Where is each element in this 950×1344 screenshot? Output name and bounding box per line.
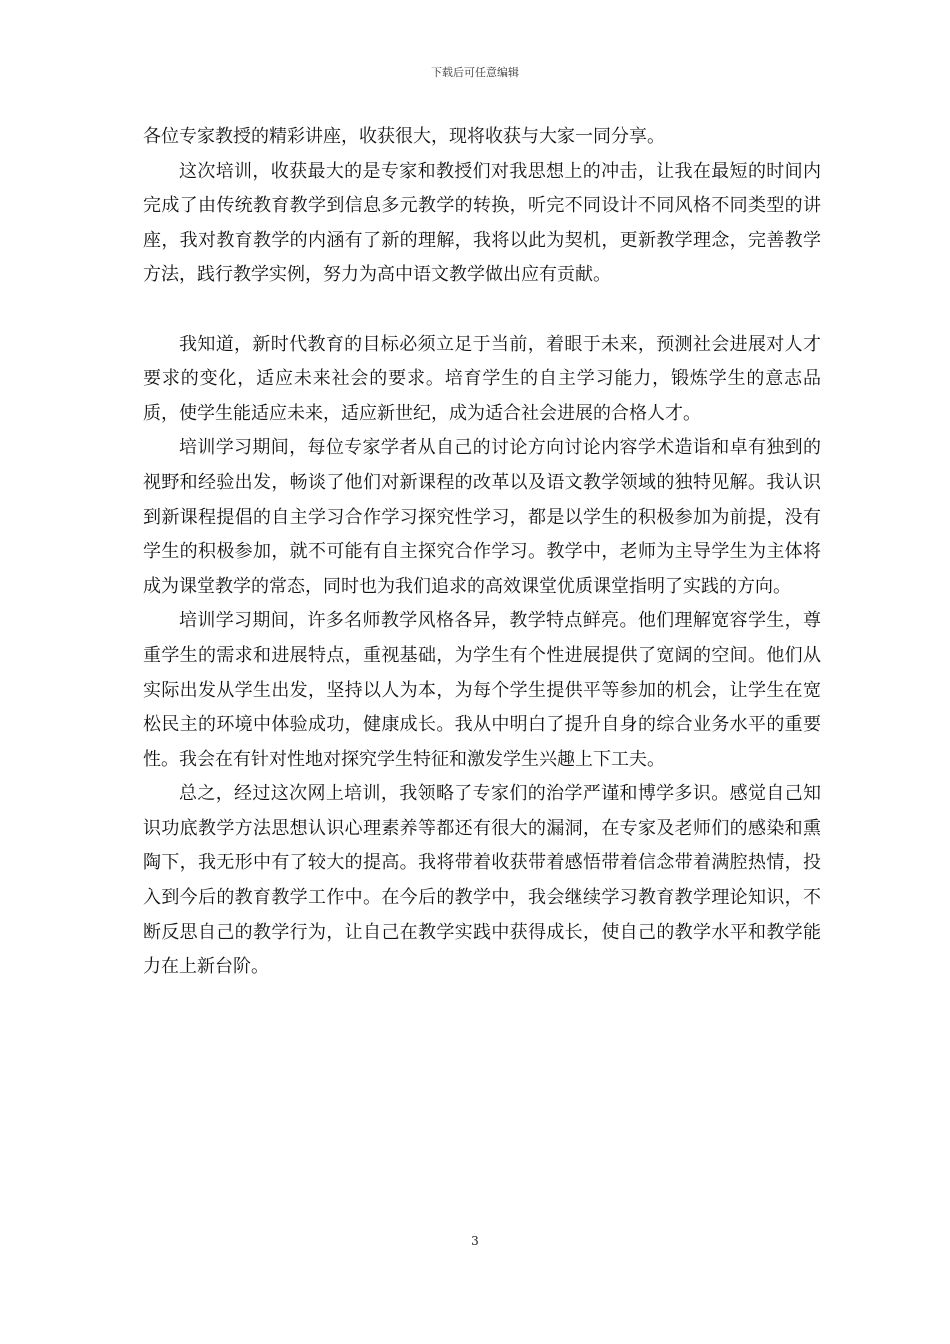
document-body bbox=[143, 120, 821, 985]
paragraph: 我知道，新时代教育的目标必须立足于当前，着眼于未来，预测社会进展对人才要求的变化，适应未来社会的要求。培育学生的自主学习能力，锻炼学生的意志品质，使学生能适应未来，适应新世纪，成为适合社会进展的合格人才。 bbox=[143, 333, 821, 424]
page-number: 3 bbox=[471, 1234, 479, 1248]
paragraph-spacer bbox=[143, 293, 821, 328]
paragraph: 总之，经过这次网上培训，我领略了专家们的治学严谨和博学多识。感觉自己知识功底教学方法思想认识心理素养等都还有很大的漏洞，在专家及老师们的感染和熏陶下，我无形中有了较大的提高。我将带着收获带着感悟带着信念带着满腔热情，投入到今后的教育教学工作中。在今后的教学中，我会继续学习教育教学理论知识，不断反思自己的教学行为，让自己在教学实践中获得成长，使自己的教学水平和教学能力在上新台阶。 bbox=[143, 783, 821, 978]
paragraph: 培训学习期间，每位专家学者从自己的讨论方向讨论内容学术造诣和卓有独到的视野和经验出发，畅谈了他们对新课程的改革以及语文教学领域的独特见解。我认识到新课程提倡的自主学习合作学习探究性学习，都是以学生的积极参加为前提，没有学生的积极参加，就不可能有自主探究合作学习。教学中，老师为主导学生为主体将成为课堂教学的常态，同时也为我们追求的高效课堂优质课堂指明了实践的方向。 bbox=[143, 437, 821, 597]
header-note: 下载后可任意编辑 bbox=[431, 66, 519, 79]
paragraph: 这次培训，收获最大的是专家和教授们对我思想上的冲击，让我在最短的时间内完成了由传统教育教学到信息多元教学的转换，听完不同设计不同风格不同类型的讲座，我对教育教学的内涵有了新的理解，我将以此为契机，更新教学理念，完善教学方法，践行教学实例，努力为高中语文教学做出应有贡献。 bbox=[143, 160, 821, 286]
paragraph-continued: 各位专家教授的精彩讲座，收获很大，现将收获与大家一同分享。 bbox=[143, 126, 665, 147]
paragraph: 培训学习期间，许多名师教学风格各异，教学特点鲜亮。他们理解宽容学生，尊重学生的需求和进展特点，重视基础，为学生有个性进展提供了宽阔的空间。他们从实际出发从学生出发，坚持以人为本，为每个学生提供平等参加的机会，让学生在宽松民主的环境中体验成功，健康成长。我从中明白了提升自身的综合业务水平的重要性。我会在有针对性地对探究学生特征和激发学生兴趣上下工夫。 bbox=[143, 610, 821, 770]
